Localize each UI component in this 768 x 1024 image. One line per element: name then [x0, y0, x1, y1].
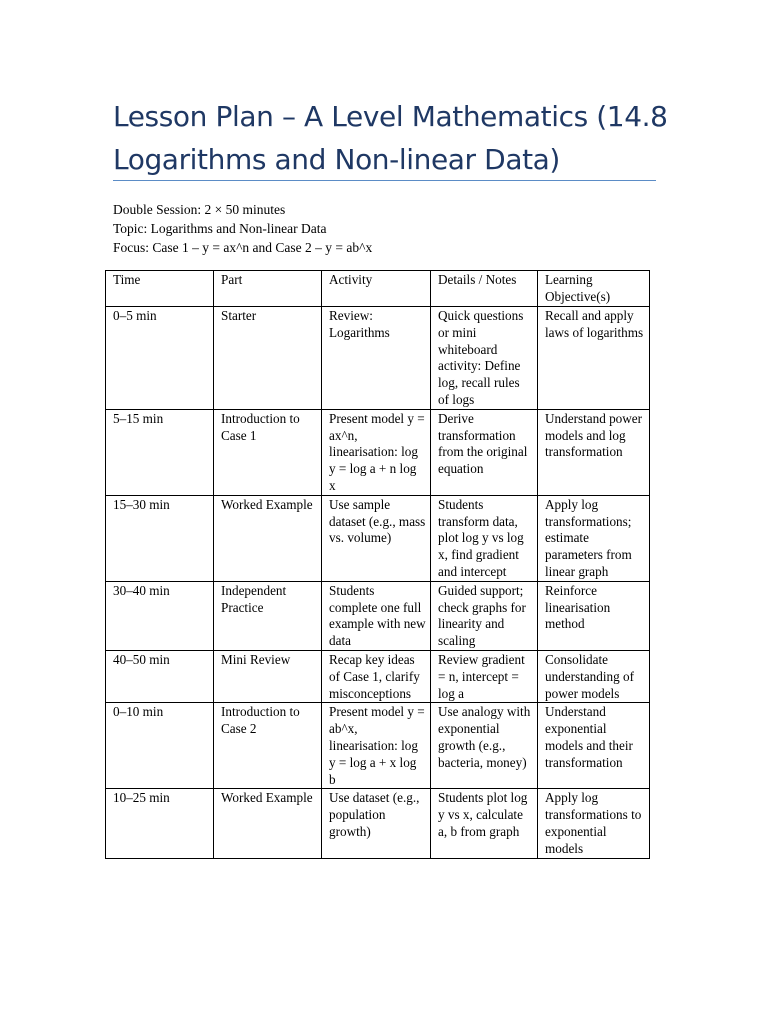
- cell-part: Introduction to Case 2: [214, 703, 322, 789]
- table-header-row: [106, 271, 650, 307]
- cell-time: 30–40 min: [106, 581, 214, 650]
- header-part: Part: [214, 271, 322, 307]
- table-row: [106, 409, 650, 495]
- cell-time: 40–50 min: [106, 650, 214, 702]
- cell-activity: Use dataset (e.g., population growth): [322, 789, 431, 858]
- table-row: [106, 703, 650, 789]
- header-details: Details / Notes: [431, 271, 538, 307]
- session-focus: Focus: Case 1 – y = ax^n and Case 2 – y = ab^x: [113, 240, 373, 255]
- session-duration: Double Session: 2 × 50 minutes: [113, 202, 286, 217]
- cell-part: Worked Example: [214, 789, 322, 858]
- cell-part: Starter: [214, 307, 322, 410]
- page-title: Lesson Plan – A Level Mathematics (14.8 Logarithms and Non-linear Data): [113, 100, 668, 176]
- cell-objective: Reinforce linearisation method: [538, 581, 650, 650]
- cell-details: Use analogy with exponential growth (e.g., bacteria, money): [431, 703, 538, 789]
- session-topic: Topic: Logarithms and Non-linear Data: [113, 221, 327, 236]
- cell-time: 10–25 min: [106, 789, 214, 858]
- cell-activity: Recap key ideas of Case 1, clarify misconceptions: [322, 650, 431, 702]
- cell-part: Introduction to Case 1: [214, 409, 322, 495]
- table-row: [106, 581, 650, 650]
- cell-time: 15–30 min: [106, 495, 214, 581]
- cell-time: 0–10 min: [106, 703, 214, 789]
- cell-objective: Apply log transformations; estimate parameters from linear graph: [538, 495, 650, 581]
- cell-part: Worked Example: [214, 495, 322, 581]
- header-activity: Activity: [322, 271, 431, 307]
- cell-time: 0–5 min: [106, 307, 214, 410]
- cell-part: Independent Practice: [214, 581, 322, 650]
- title-divider: [113, 180, 656, 181]
- cell-activity: Use sample dataset (e.g., mass vs. volume): [322, 495, 431, 581]
- cell-details: Derive transformation from the original equation: [431, 409, 538, 495]
- cell-objective: Apply log transformations to exponential models: [538, 789, 650, 858]
- cell-time: 5–15 min: [106, 409, 214, 495]
- cell-details: Review gradient = n, intercept = log a: [431, 650, 538, 702]
- cell-activity: Present model y = ab^x, linearisation: log y = log a + x log b: [322, 703, 431, 789]
- cell-details: Guided support; check graphs for linearity and scaling: [431, 581, 538, 650]
- header-time: Time: [106, 271, 214, 307]
- cell-activity: Present model y = ax^n, linearisation: log y = log a + n log x: [322, 409, 431, 495]
- cell-objective: Recall and apply laws of logarithms: [538, 307, 650, 410]
- table-row: [106, 307, 650, 410]
- cell-activity: Review: Logarithms: [322, 307, 431, 410]
- cell-details: Students transform data, plot log y vs log x, find gradient and intercept: [431, 495, 538, 581]
- table-row: [106, 650, 650, 702]
- session-info: [113, 200, 653, 257]
- cell-objective: Understand exponential models and their transformation: [538, 703, 650, 789]
- cell-objective: Understand power models and log transformation: [538, 409, 650, 495]
- cell-part: Mini Review: [214, 650, 322, 702]
- cell-activity: Students complete one full example with new data: [322, 581, 431, 650]
- cell-details: Quick questions or mini whiteboard activity: Define log, recall rules of logs: [431, 307, 538, 410]
- table-row: [106, 789, 650, 858]
- table-row: [106, 495, 650, 581]
- cell-details: Students plot log y vs x, calculate a, b from graph: [431, 789, 538, 858]
- header-learning-objectives: Learning Objective(s): [538, 271, 650, 307]
- cell-objective: Consolidate understanding of power models: [538, 650, 650, 702]
- lesson-plan-table: [105, 270, 650, 859]
